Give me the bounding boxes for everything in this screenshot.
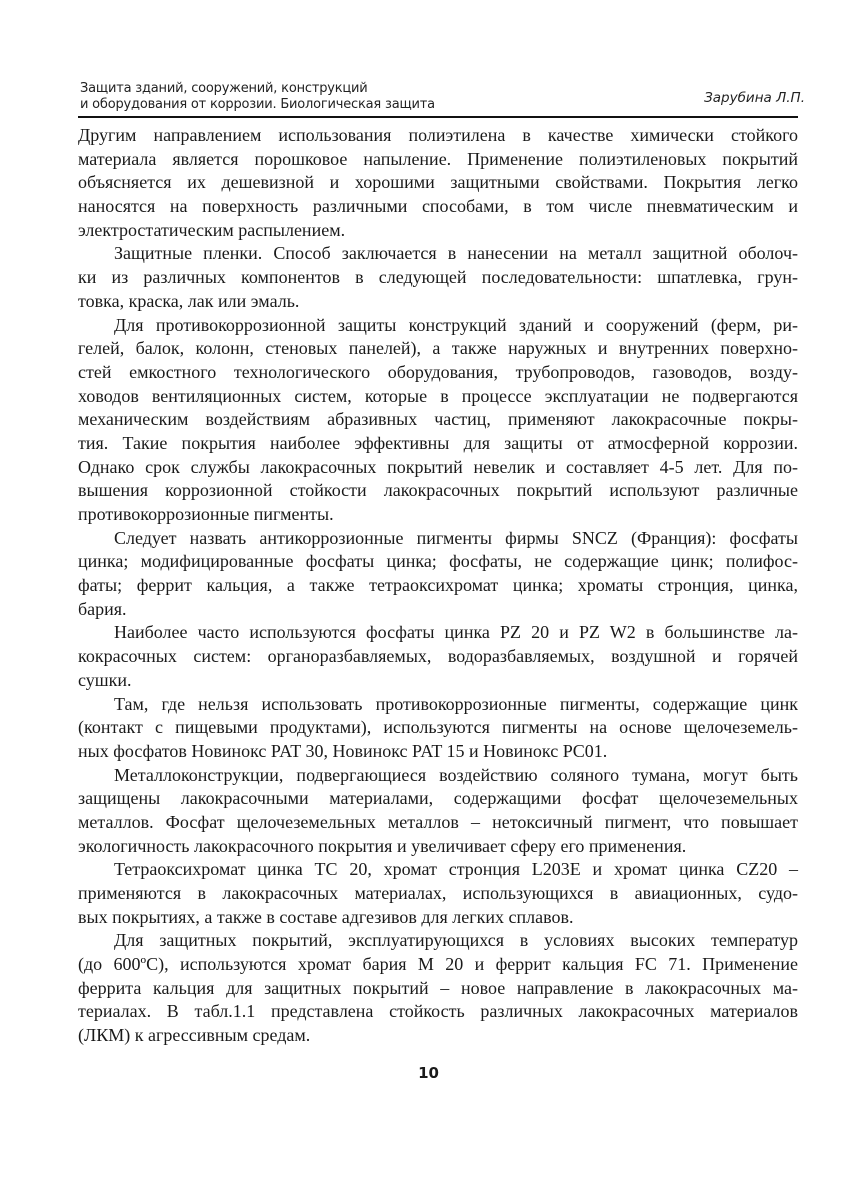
paragraph — [78, 858, 798, 929]
text-line: ных фосфатов Новинокс PAT 30, Новинокс PAT 15 и Новинокс PC01. — [78, 740, 608, 761]
text-line: вышения коррозионной стойкости лакокрасочных покрытий используют различные — [78, 480, 798, 501]
text-line: тия. Такие покрытия наиболее эффективны для защиты от атмосферной коррозии. — [78, 432, 798, 453]
text-line: сушки. — [78, 669, 132, 690]
text-line: металлов. Фосфат щелочеземельных металлов – нетоксичный пигмент, что повышает — [78, 811, 798, 832]
text-line: фаты; феррит кальция, а также тетраоксихромат цинка; хроматы стронция, цинка, — [78, 575, 798, 596]
text-line: (контакт с пищевыми продуктами), используются пигменты на основе щелочеземель- — [78, 717, 798, 738]
text-line: товка, краска, лак или эмаль. — [78, 290, 300, 311]
text-line: материала является порошковое напыление. Применение полиэтиленовых покрытий — [78, 148, 798, 169]
paragraph — [78, 621, 798, 692]
text-line: ховодов вентиляционных систем, которые в процессе эксплуатации не подвергаются — [78, 385, 798, 406]
paragraph — [78, 314, 798, 527]
text-line: вых покрытиях, а также в составе адгезивов для легких сплавов. — [78, 906, 574, 927]
paragraph — [78, 929, 798, 1047]
text-line: экологичность лакокрасочного покрытия и увеличивает сферу его применения. — [78, 835, 687, 856]
text-line: териалах. В табл.1.1 представлена стойкость различных лакокрасочных материалов — [78, 1001, 798, 1022]
text-line: Наиболее часто используются фосфаты цинка PZ 20 и PZ W2 в большинстве ла- — [114, 622, 798, 643]
text-line: механическим воздействиям абразивных частиц, применяют лакокрасочные покры- — [78, 409, 798, 430]
text-line: Другим направлением использования полиэтилена в качестве химически стойкого — [78, 125, 798, 145]
paragraph — [78, 124, 798, 242]
text-line: ки из различных компонентов в следующей последовательности: шпатлевка, грун- — [78, 267, 798, 288]
paragraph — [78, 527, 798, 622]
text-line: бария. — [78, 598, 127, 619]
text-line: кокрасочных систем: органоразбавляемых, водоразбавляемых, воздушной и горячей — [78, 646, 798, 667]
text-line: Защитные пленки. Способ заключается в нанесении на металл защитной оболоч- — [114, 243, 798, 264]
text-line: защищены лакокрасочными материалами, содержащими фосфат щелочеземельных — [78, 788, 798, 809]
text-line: (ЛКМ) к агрессивным средам. — [78, 1025, 311, 1046]
text-line: Тетраоксихромат цинка TC 20, хромат стронция L203E и хромат цинка CZ20 – — [114, 859, 798, 880]
paragraph — [78, 693, 798, 764]
text-line: противокоррозионные пигменты. — [78, 504, 334, 524]
header-title-line-1: Защита зданий, сооружений, конструкций — [80, 81, 368, 96]
text-line: Для защитных покрытий, эксплуатирующихся в условиях высоких температур — [114, 930, 798, 951]
text-line: феррита кальция для защитных покрытий – новое направление в лакокрасочных ма- — [78, 977, 798, 998]
text-line: объясняется их дешевизной и хорошими защитными свойствами. Покрытия легко — [78, 172, 798, 193]
text-line: Металлоконструкции, подвергающиеся воздействию соляного тумана, могут быть — [114, 764, 798, 785]
text-line: (до 600ºC), используются хромат бария M 20 и феррит кальция FC 71. Применение — [78, 954, 798, 975]
text-line: электростатическим распылением. — [78, 219, 346, 240]
paragraph — [78, 242, 798, 313]
text-line: цинка; модифицированные фосфаты цинка; фосфаты, не содержащие цинк; полифос- — [78, 551, 798, 572]
body-text — [78, 124, 798, 1048]
running-header-title — [80, 81, 435, 113]
text-line: Там, где нельзя использовать противокоррозионные пигменты, содержащие цинк — [114, 693, 798, 714]
header-divider — [78, 116, 798, 118]
header-author: Зарубина Л.П. — [704, 90, 805, 106]
text-line: стей емкостного технологического оборудования, трубопроводов, газоводов, возду- — [78, 361, 798, 382]
page-number: 10 — [418, 1064, 439, 1082]
paragraph — [78, 764, 798, 859]
text-line: Для противокоррозионной защиты конструкций зданий и сооружений (ферм, ри- — [114, 314, 798, 335]
text-line: гелей, балок, колонн, стеновых панелей), а также наружных и внутренних поверхно- — [78, 338, 798, 359]
text-line: применяются в лакокрасочных материалах, использующихся в авиационных, судо- — [78, 883, 798, 903]
text-line: наносятся на поверхность различными способами, в том числе пневматическим и — [78, 196, 798, 217]
text-line: Следует назвать антикоррозионные пигменты фирмы SNCZ (Франция): фосфаты — [114, 527, 798, 548]
header-title-line-2: и оборудования от коррозии. Биологическая защита — [80, 97, 435, 112]
text-line: Однако срок службы лакокрасочных покрытий невелик и составляет 4-5 лет. Для по- — [78, 456, 798, 477]
